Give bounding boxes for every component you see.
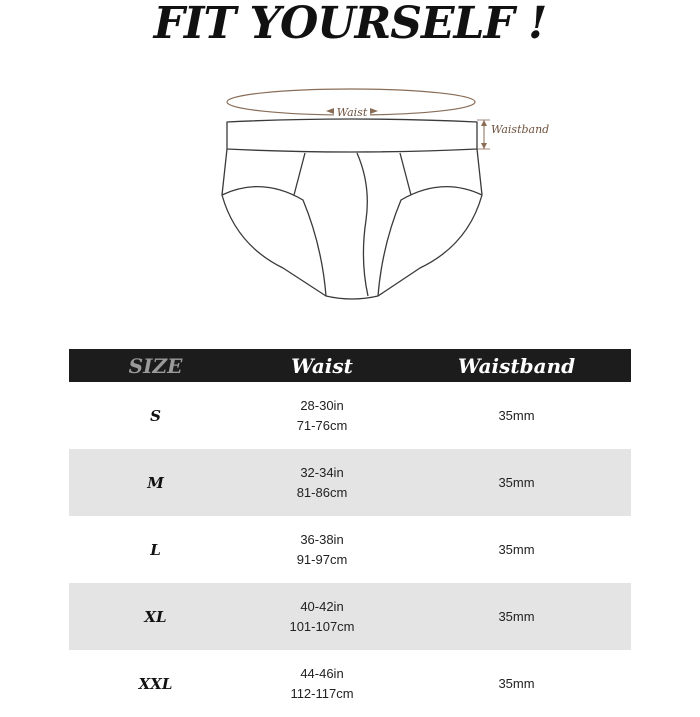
left-pouch-seam — [294, 153, 305, 195]
waistband-cell: 35mm — [498, 609, 535, 624]
right-leg-opening — [378, 187, 482, 296]
waistband-arrow-down-icon — [481, 143, 487, 149]
briefs-body-outline — [222, 149, 482, 299]
table-row — [69, 382, 631, 449]
header-waistband: Waistband — [457, 353, 576, 378]
waist-cm: 101-107cm — [289, 618, 355, 634]
waist-in: 40-42in — [300, 598, 344, 614]
waist-cm: 81-86cm — [296, 484, 348, 500]
waist-cell — [242, 597, 402, 637]
table-row — [69, 449, 631, 516]
fly-seam — [357, 153, 368, 296]
waist-label: Waist — [336, 106, 368, 119]
waist-in: 32-34in — [300, 464, 344, 480]
size-cell: S — [150, 406, 161, 425]
waist-in: 44-46in — [300, 665, 344, 681]
table-row — [69, 583, 631, 650]
right-pouch-seam — [400, 153, 411, 195]
waistband-arrow-up-icon — [481, 120, 487, 126]
waistband-cell: 35mm — [498, 676, 535, 691]
briefs-diagram — [0, 0, 700, 320]
waist-cell — [242, 463, 402, 503]
size-chart-table — [69, 349, 631, 717]
left-leg-opening — [222, 187, 326, 296]
header-size: SIZE — [128, 353, 183, 378]
waist-arrow-right-icon — [370, 108, 378, 114]
waistband-outline — [227, 119, 477, 152]
waist-cm: 112-117cm — [290, 685, 354, 701]
table-header — [69, 349, 631, 382]
size-cell: M — [147, 473, 164, 492]
waist-in: 36-38in — [300, 531, 344, 547]
waistband-cell: 35mm — [498, 475, 535, 490]
size-cell: XL — [144, 607, 167, 626]
waistband-label: Waistband — [491, 123, 550, 136]
table-row — [69, 650, 631, 717]
page-title: FIT YOURSELF ! — [153, 0, 547, 49]
waistband-cell: 35mm — [498, 408, 535, 423]
waist-cm: 71-76cm — [296, 417, 348, 433]
header-waist: Waist — [291, 353, 353, 378]
waist-cm: 91-97cm — [296, 551, 348, 567]
size-cell: L — [150, 540, 161, 559]
waistband-cell: 35mm — [498, 542, 535, 557]
waist-in: 28-30in — [300, 397, 344, 413]
waist-arrow-left-icon — [326, 108, 334, 114]
waist-cell — [242, 396, 402, 436]
table-row — [69, 516, 631, 583]
waist-cell — [242, 664, 402, 704]
waist-cell — [242, 530, 402, 570]
size-cell: XXL — [138, 674, 173, 693]
